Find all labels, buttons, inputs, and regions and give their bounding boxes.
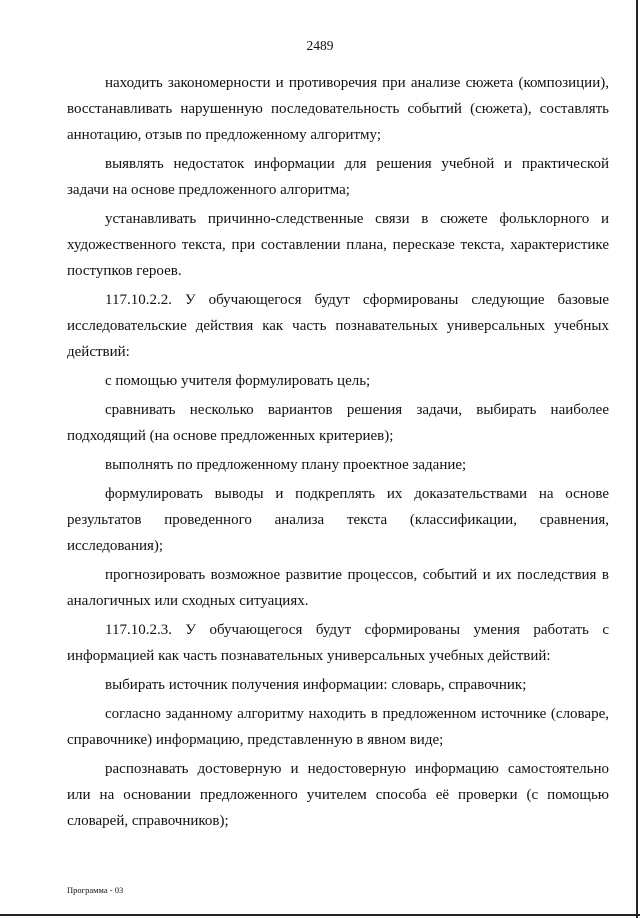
paragraph-3: устанавливать причинно-следственные связи в сюжете фольклорного и художественного текста, при составлении плана, пересказе текста, характеристике поступков героев. [67, 211, 609, 279]
paragraph-5: с помощью учителя формулировать цель; [105, 373, 371, 389]
paragraph-8: формулировать выводы и подкреплять их доказательствами на основе результатов проведенного анализа текста (классификации, сравнения, исследования); [67, 486, 609, 554]
paragraph-4: 117.10.2.2. У обучающегося будут сформированы следующие базовые исследовательские действия как часть познавательных универсальных учебных действий: [67, 292, 609, 360]
page-number: 2489 [306, 38, 334, 53]
paragraph-10: 117.10.2.3. У обучающегося будут сформированы умения работать с информацией как часть познавательных универсальных учебных действий: [67, 622, 609, 664]
paragraph-6: сравнивать несколько вариантов решения задачи, выбирать наиболее подходящий (на основе предложенных критериев); [67, 402, 609, 444]
document-body [67, 70, 609, 837]
footer-program-label: Программа - 03 [67, 885, 124, 895]
scan-edge-right [636, 0, 638, 918]
paragraph-7: выполнять по предложенному плану проектное задание; [105, 457, 467, 473]
paragraph-12: согласно заданному алгоритму находить в предложенном источнике (словаре, справочнике) информацию, представленную в явном виде; [67, 706, 609, 748]
paragraph-9: прогнозировать возможное развитие процессов, событий и их последствия в аналогичных или сходных ситуациях. [67, 567, 609, 609]
paragraph-11: выбирать источник получения информации: словарь, справочник; [105, 677, 527, 693]
paragraph-1: находить закономерности и противоречия при анализе сюжета (композиции), восстанавливать нарушенную последовательность событий (сюжета), составлять аннотацию, отзыв по предложенному алгоритму; [67, 75, 609, 143]
scan-edge-bottom [0, 914, 640, 916]
paragraph-2: выявлять недостаток информации для решения учебной и практической задачи на основе предложенного алгоритма; [67, 156, 609, 198]
paragraph-13: распознавать достоверную и недостоверную информацию самостоятельно или на основании предложенного учителем способа её проверки (с помощью словарей, справочников); [67, 761, 609, 829]
